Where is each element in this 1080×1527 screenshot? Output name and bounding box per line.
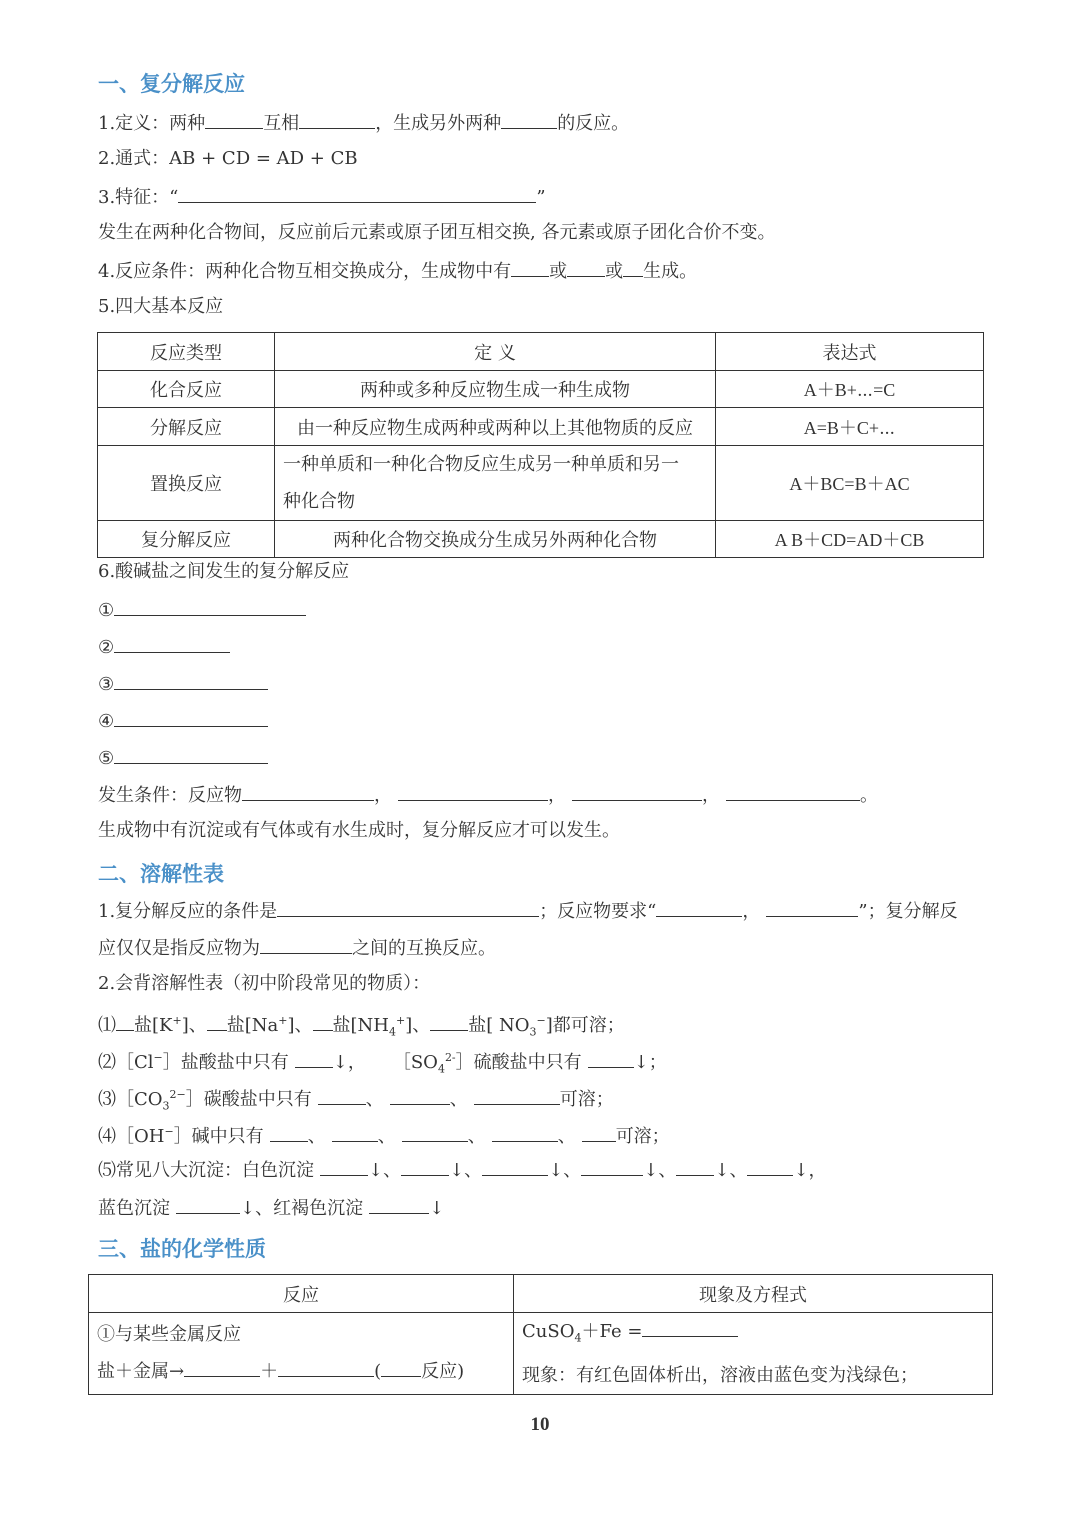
table-cell: 置换反应 xyxy=(98,446,275,521)
definition-line: 1.定义：两种 互相 ，生成另外两种 的反应。 xyxy=(98,110,629,136)
blank[interactable] xyxy=(581,1157,643,1176)
blank[interactable] xyxy=(295,1049,333,1068)
blank[interactable] xyxy=(430,1012,468,1031)
section-heading-3: 三、盐的化学性质 xyxy=(98,1237,266,1261)
blank[interactable] xyxy=(116,1012,134,1031)
table-header: 表达式 xyxy=(716,333,984,371)
table-cell: 一种单质和一种化合物反应生成另一种单质和另一 种化合物 xyxy=(275,446,716,521)
blank[interactable] xyxy=(588,1049,634,1068)
table-cell: 由一种反应物生成两种或两种以上其他物质的反应 xyxy=(275,408,716,446)
blank[interactable] xyxy=(270,1123,308,1142)
blank[interactable] xyxy=(582,1123,616,1142)
table-row xyxy=(98,408,984,446)
blank[interactable] xyxy=(390,1086,450,1105)
blank[interactable] xyxy=(205,110,263,129)
table-row xyxy=(98,446,984,521)
blank[interactable] xyxy=(299,110,375,129)
blank[interactable] xyxy=(482,1157,548,1176)
occur-note: 生成物中有沉淀或有气体或有水生成时，复分解反应才可以发生。 xyxy=(98,820,620,841)
table-header: 定 义 xyxy=(275,333,716,371)
table-header-row xyxy=(98,333,984,371)
blank[interactable] xyxy=(642,1318,738,1337)
table-header: 反应 xyxy=(89,1275,514,1313)
blank[interactable] xyxy=(623,258,643,277)
blank[interactable] xyxy=(726,782,860,801)
solubility-line-4: ⑷［OH−］碱中只有 、 、 、 、 可溶； xyxy=(98,1125,670,1147)
blank[interactable] xyxy=(501,110,557,129)
blank[interactable] xyxy=(277,898,539,917)
feature-line: 3.特征：“ ” xyxy=(98,184,546,210)
blank[interactable] xyxy=(492,1123,558,1142)
list-item: ③ xyxy=(98,671,268,697)
blank[interactable] xyxy=(656,898,742,917)
solubility-line-3: $⑶[CO_3^{2-}]$碳酸盐中只有 、 、 可溶； xyxy=(98,1088,614,1113)
blank[interactable] xyxy=(318,1086,366,1105)
blank[interactable] xyxy=(313,1012,333,1031)
blank[interactable] xyxy=(114,671,268,690)
blank[interactable] xyxy=(114,634,230,653)
table-cell: 两种或多种反应物生成一种生成物 xyxy=(275,371,716,408)
table-header: 反应类型 xyxy=(98,333,275,371)
solubility-title: 2.会背溶解性表（初中阶段常见的物质）： xyxy=(98,973,431,994)
occur-condition-line: 发生条件：反应物 ， ， ， 。 xyxy=(98,782,878,808)
list-item: ④ xyxy=(98,708,268,734)
blank[interactable] xyxy=(402,1123,468,1142)
blank[interactable] xyxy=(511,258,549,277)
blank[interactable] xyxy=(401,1157,449,1176)
list-item: ⑤ xyxy=(98,745,268,771)
blank[interactable] xyxy=(332,1123,378,1142)
blank[interactable] xyxy=(320,1157,368,1176)
blank[interactable] xyxy=(176,1195,240,1214)
table-row xyxy=(89,1313,993,1395)
four-reactions-title: 5.四大基本反应 xyxy=(98,296,224,317)
blank[interactable] xyxy=(278,1358,374,1377)
blank[interactable] xyxy=(369,1195,429,1214)
blank[interactable] xyxy=(184,1358,260,1377)
blank[interactable] xyxy=(260,935,352,954)
salt-properties-table xyxy=(88,1274,993,1395)
question-line: 应仅仅是指反应物为 之间的互换反应。 xyxy=(98,935,496,961)
solubility-line-1: ⑴ 盐[K+]、 盐[Na+]、 盐$[NH_4^+]$、 盐[ $NO_3^-$]都可溶； xyxy=(98,1014,625,1039)
solubility-line-5: ⑸常见八大沉淀：白色沉淀 ↓、 ↓、 ↓、 ↓、 ↓、 ↓， xyxy=(98,1157,827,1183)
table-cell: 复分解反应 xyxy=(98,521,275,558)
blank[interactable] xyxy=(114,708,268,727)
blank[interactable] xyxy=(747,1157,793,1176)
page-number: 10 xyxy=(530,1414,550,1435)
blank[interactable] xyxy=(114,745,268,764)
blank[interactable] xyxy=(474,1086,560,1105)
table-cell: 两种化合物交换成分生成另外两种化合物 xyxy=(275,521,716,558)
table-header: 现象及方程式 xyxy=(514,1275,993,1313)
table-cell: ①与某些金属反应 盐＋金属→ ＋ ( 反应) xyxy=(89,1313,514,1395)
table-cell: A＋B+⋯=C xyxy=(716,371,984,408)
solubility-line-6: 蓝色沉淀 ↓、红褐色沉淀 ↓ xyxy=(98,1195,444,1221)
formula-line: 2.通式：AB + CD = AD + CB xyxy=(98,148,358,169)
table-cell: A＋BC=B＋AC xyxy=(716,446,984,521)
list-item: ② xyxy=(98,634,230,660)
blank[interactable] xyxy=(381,1358,421,1377)
table-cell: 分解反应 xyxy=(98,408,275,446)
reaction-types-table xyxy=(97,332,984,558)
table-cell: 化合反应 xyxy=(98,371,275,408)
blank[interactable] xyxy=(567,258,605,277)
table-cell: CuSO$_4$＋Fe = 现象：有红色固体析出，溶液由蓝色变为浅绿色； xyxy=(514,1313,993,1395)
table-cell: A=B＋C+⋯ xyxy=(716,408,984,446)
question-line: 1.复分解反应的条件是 ；反应物要求“ ， ”；复分解反 xyxy=(98,898,958,924)
table-row xyxy=(98,371,984,408)
blank[interactable] xyxy=(766,898,858,917)
blank[interactable] xyxy=(572,782,702,801)
blank[interactable] xyxy=(398,782,548,801)
blank[interactable] xyxy=(207,1012,227,1031)
list-item: ① xyxy=(98,597,306,623)
solubility-line-2: ⑵［Cl−］盐酸盐中只有 ↓， $[SO_4^{2-}]$硫酸盐中只有 ↓； xyxy=(98,1051,667,1076)
table-row xyxy=(98,521,984,558)
section-heading-2: 二、溶解性表 xyxy=(98,862,224,886)
table-header-row xyxy=(89,1275,993,1313)
blank[interactable] xyxy=(114,597,306,616)
feature-description: 发生在两种化合物间，反应前后元素或原子团互相交换, 各元素或原子团化合价不变。 xyxy=(98,222,776,243)
blank[interactable] xyxy=(178,184,536,203)
blank[interactable] xyxy=(242,782,374,801)
acid-base-title: 6.酸碱盐之间发生的复分解反应 xyxy=(98,561,350,582)
section-heading-1: 一、复分解反应 xyxy=(98,72,245,96)
condition-line: 4.反应条件：两种化合物互相交换成分，生成物中有 或 或 生成。 xyxy=(98,258,697,284)
blank[interactable] xyxy=(676,1157,714,1176)
table-cell: A B＋CD=AD＋CB xyxy=(716,521,984,558)
